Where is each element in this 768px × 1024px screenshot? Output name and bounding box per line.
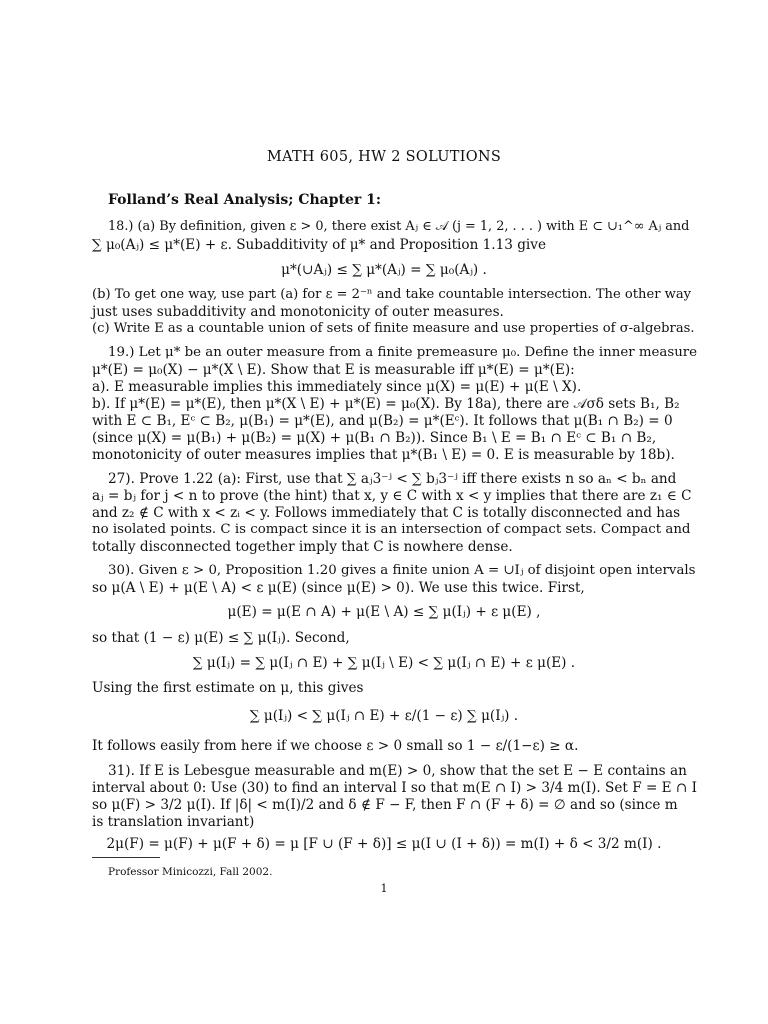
text-line: ∑ μ₀(Aⱼ) ≤ μ*(E) + ε. Subadditivity of μ* and Proposition 1.13 give	[92, 237, 547, 253]
text-line: a). E measurable implies this immediately since μ(X) = μ(E) + μ(E \ X).	[92, 379, 582, 395]
footnote: Professor Minicozzi, Fall 2002.	[108, 866, 273, 878]
text-line: 31). If E is Lebesgue measurable and m(E) > 0, show that the set E − E contains an	[108, 763, 687, 779]
text-line: It follows easily from here if we choose ε > 0 small so 1 − ε/(1−ε) ≥ α.	[92, 738, 579, 754]
text-line: with E ⊂ B₁, Eᶜ ⊂ B₂, μ(B₁) = μ*(E), and μ(B₂) = μ*(Eᶜ). It follows that μ(B₁ ∩ B₂) = 0	[92, 413, 673, 429]
display-equation: 2μ(F) = μ(F) + μ(F + δ) = μ [F ∪ (F + δ)] ≤ μ(I ∪ (I + δ)) = m(I) + δ < 3/2 m(I) .	[106, 836, 662, 852]
display-equation: μ(E) = μ(E ∩ A) + μ(E \ A) ≤ ∑ μ(Iⱼ) + ε μ(E) ,	[227, 604, 541, 620]
text-line: 30). Given ε > 0, Proposition 1.20 gives a finite union A = ∪Iⱼ of disjoint open intervals	[108, 563, 696, 578]
page-number: 1	[380, 882, 388, 895]
text-line: is translation invariant)	[92, 814, 255, 830]
text-line: (since μ(X) = μ(B₁) + μ(B₂) = μ(X) + μ(B₁ ∩ B₂)). Since B₁ \ E = B₁ ∩ Eᶜ ⊂ B₁ ∩ B₂,	[92, 430, 657, 446]
text-line: so μ(F) > 3/2 μ(I). If |δ| < m(I)/2 and δ ∉ F − F, then F ∩ (F + δ) = ∅ and so (since m	[92, 797, 678, 813]
text-line: (b) To get one way, use part (a) for ε = 2⁻ⁿ and take countable intersection. The other way	[92, 287, 692, 302]
text-line: totally disconnected together imply that C is nowhere dense.	[92, 539, 513, 555]
text-line: no isolated points. C is compact since it is an intersection of compact sets. Compact and	[92, 522, 691, 537]
text-line: 19.) Let μ* be an outer measure from a finite premeasure μ₀. Define the inner measure	[108, 345, 698, 360]
page-title: MATH 605, HW 2 SOLUTIONS	[266, 149, 502, 165]
text-line: just uses subadditivity and monotonicity of outer measures.	[92, 304, 504, 320]
section-heading: Folland’s Real Analysis; Chapter 1:	[108, 192, 382, 208]
text-line: so that (1 − ε) μ(E) ≤ ∑ μ(Iⱼ). Second,	[92, 630, 350, 646]
text-line: interval about 0: Use (30) to find an interval I so that m(E ∩ I) > 3/4 m(I). Set F = E ∩ I	[92, 780, 697, 796]
text-line: and z₂ ∉ C with x < zᵢ < y. Follows immediately that C is totally disconnected and has	[92, 505, 681, 521]
text-line: so μ(A \ E) + μ(E \ A) < ε μ(E) (since μ(E) > 0). We use this twice. First,	[92, 580, 585, 596]
text-line: 27). Prove 1.22 (a): First, use that ∑ aⱼ3⁻ʲ < ∑ bⱼ3⁻ʲ iff there exists n so aₙ < bₙ and	[108, 471, 677, 487]
display-equation: μ*(∪Aⱼ) ≤ ∑ μ*(Aⱼ) = ∑ μ₀(Aⱼ) .	[281, 262, 487, 278]
text-line: μ*(E) = μ₀(X) − μ*(X \ E). Show that E is measurable iff μ*(E) = μ*(E):	[92, 362, 575, 378]
text-line: b). If μ*(E) = μ*(E), then μ*(X \ E) + μ*(E) = μ₀(X). By 18a), there are 𝒜σδ sets B₁, B₂	[92, 396, 680, 412]
text-line: aⱼ = bⱼ for j < n to prove (the hint) that x, y ∈ C with x < y implies that there are z₁ ∈ C	[92, 488, 692, 504]
text-line: (c) Write E as a countable union of sets of finite measure and use properties of σ-algebras.	[92, 321, 695, 336]
text-line: 18.) (a) By definition, given ε > 0, there exist Aⱼ ∈ 𝒜 (j = 1, 2, . . . ) with E ⊂ ∪₁^∞ Aⱼ and	[108, 219, 690, 234]
display-equation: ∑ μ(Iⱼ) = ∑ μ(Iⱼ ∩ E) + ∑ μ(Iⱼ \ E) < ∑ μ(Iⱼ ∩ E) + ε μ(E) .	[192, 655, 576, 671]
text-line: monotonicity of outer measures implies that μ*(B₁ \ E) = 0. E is measurable by 18b).	[92, 447, 675, 463]
footnote-rule	[92, 857, 160, 858]
display-equation: ∑ μ(Iⱼ) < ∑ μ(Iⱼ ∩ E) + ε/(1 − ε) ∑ μ(Iⱼ) .	[249, 708, 519, 724]
text-line: Using the first estimate on μ, this gives	[92, 680, 364, 696]
